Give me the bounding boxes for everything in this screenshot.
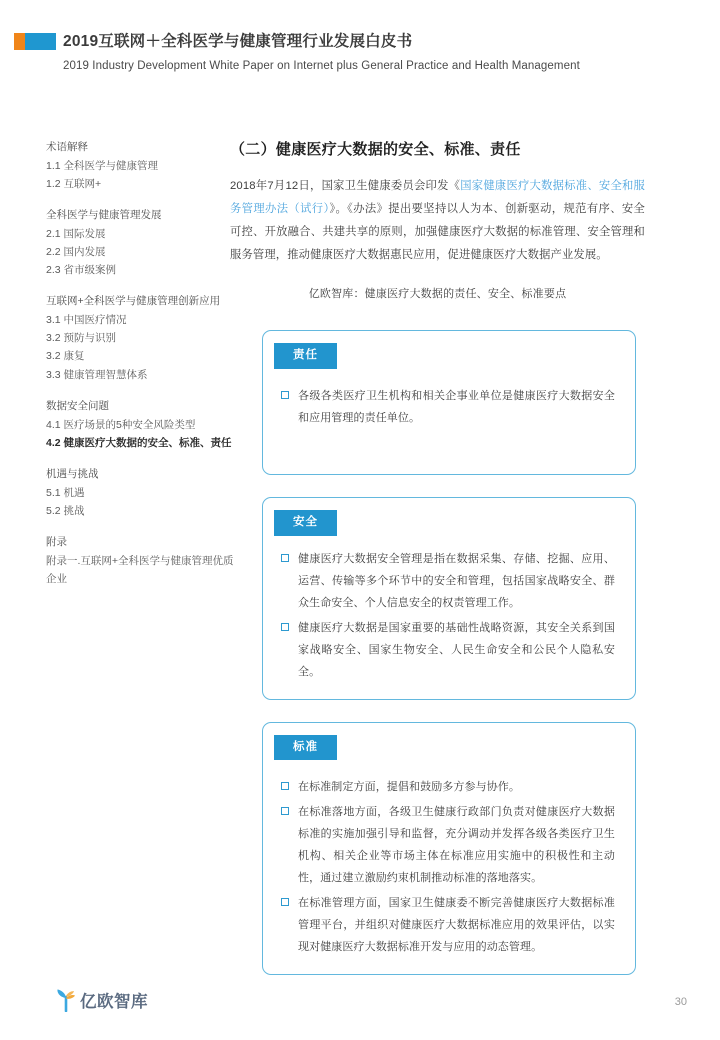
list-item [281, 617, 615, 683]
square-bullet-icon [281, 623, 289, 631]
list-item [281, 385, 615, 429]
toc-item[interactable]: 2.1 国际发展 [46, 228, 106, 241]
toc-heading[interactable]: 机遇与挑战 [46, 467, 99, 480]
page-header [0, 0, 720, 88]
card-standards [262, 722, 636, 976]
yiou-sprout-logo-icon [55, 988, 77, 1012]
toc-heading[interactable]: 数据安全问题 [46, 399, 109, 412]
toc-group [46, 465, 234, 520]
toc-item-active[interactable]: 4.2 健康医疗大数据的安全、标准、责任 [46, 436, 232, 449]
intro-paragraph [230, 175, 645, 268]
toc-group [46, 533, 234, 588]
list-item-text: 健康医疗大数据安全管理是指在数据采集、存储、挖掘、应用、运营、传输等多个环节中的安全和管理，包括国家战略安全、群众生命安全、个人信息安全的权责管理工作。 [298, 552, 615, 609]
paragraph-lead: 2018年7月12日，国家卫生健康委员会印发《 [230, 180, 461, 192]
header-title-chinese: 2019互联网＋全科医学与健康管理行业发展白皮书 [63, 33, 413, 50]
toc-item[interactable]: 3.3 健康管理智慧体系 [46, 368, 148, 381]
paragraph-tail: 》。《办法》提出要坚持以人为本、创新驱动，规范有序、安全可控、开放融合、共建共享的原则，加强健康医疗大数据的标准管理、安全管理和服务管理，推动健康医疗大数据惠民应用，促进健康医疗大数据产业发展。 [230, 203, 646, 262]
header-title-english: 2019 Industry Development White Paper on Internet plus General Practice and Health Management [63, 60, 580, 72]
square-bullet-icon [281, 391, 289, 399]
list-item-text: 在标准落地方面，各级卫生健康行政部门负责对健康医疗大数据标准的实施加强引导和监督，充分调动并发挥各级各类医疗卫生机构、相关企业等市场主体在标准应用实施中的积极性和主动性，通过建立激励约束机制推动标准的落地落实。 [298, 806, 615, 885]
toc-item[interactable]: 3.2 预防与识别 [46, 332, 117, 345]
toc-group [46, 206, 234, 279]
list-item [281, 801, 615, 889]
brand-mark-icon [14, 33, 56, 50]
toc-group [46, 397, 234, 452]
toc-heading[interactable]: 全科医学与健康管理发展 [46, 209, 162, 222]
card-tab-label: 责任 [274, 343, 337, 369]
list-item-text: 各级各类医疗卫生机构和相关企事业单位是健康医疗大数据安全和应用管理的责任单位。 [298, 389, 615, 424]
footer-logo [55, 988, 148, 1012]
brand-mark-blue-block [25, 33, 56, 50]
toc-group [46, 138, 234, 193]
list-item [281, 776, 615, 798]
toc-item[interactable]: 3.2 康复 [46, 350, 85, 363]
toc-item[interactable]: 5.2 挑战 [46, 504, 85, 517]
card-body [263, 369, 635, 431]
toc-item[interactable]: 4.1 医疗场景的5种安全风险类型 [46, 418, 196, 431]
square-bullet-icon [281, 898, 289, 906]
toc-heading[interactable]: 附录 [46, 535, 67, 548]
toc-heading[interactable]: 术语解释 [46, 141, 88, 153]
list-item [281, 548, 615, 614]
toc-item[interactable]: 2.3 省市级案例 [46, 264, 117, 277]
toc-item[interactable]: 1.2 互联网+ [46, 178, 102, 191]
card-tab-label: 标准 [274, 735, 337, 761]
card-safety [262, 497, 636, 700]
square-bullet-icon [281, 807, 289, 815]
main-content [230, 138, 645, 301]
document-reference-link[interactable]: 国家健康医疗大数据标准、安全和服务管理办法（试行） [230, 180, 645, 216]
footer-logo-text: 亿欧智库 [80, 993, 148, 1011]
card-body [263, 760, 635, 960]
table-of-contents [46, 138, 234, 588]
list-item-text: 健康医疗大数据是国家重要的基础性战略资源，其安全关系到国家战略安全、国家生物安全、人民生命安全和公民个人隐私安全。 [298, 621, 615, 678]
figure-caption: 亿欧智库：健康医疗大数据的责任、安全、标准要点 [308, 287, 567, 300]
toc-item[interactable]: 5.1 机遇 [46, 486, 85, 499]
toc-heading[interactable]: 互联网+全科医学与健康管理创新应用 [46, 295, 221, 308]
page-number: 30 [674, 996, 687, 1008]
toc-group [46, 292, 234, 383]
page-title: （二）健康医疗大数据的安全、标准、责任 [230, 141, 521, 158]
brand-mark-orange-block [14, 33, 25, 50]
card-list [262, 330, 636, 975]
toc-item[interactable]: 附录一.互联网+全科医学与健康管理优质企业 [46, 554, 234, 585]
list-item-text: 在标准管理方面，国家卫生健康委不断完善健康医疗大数据标准管理平台，并组织对健康医疗大数据标准应用的效果评估，以实现对健康医疗大数据标准开发与应用的动态管理。 [298, 897, 615, 954]
toc-item[interactable]: 2.2 国内发展 [46, 246, 106, 259]
card-body [263, 536, 635, 685]
card-responsibility [262, 330, 636, 475]
toc-item[interactable]: 3.1 中国医疗情况 [46, 314, 127, 327]
card-tab-label: 安全 [274, 510, 337, 536]
list-item [281, 892, 615, 958]
toc-item[interactable]: 1.1 全科医学与健康管理 [46, 160, 159, 173]
square-bullet-icon [281, 782, 289, 790]
list-item-text: 在标准制定方面，提倡和鼓励多方参与协作。 [298, 781, 520, 794]
square-bullet-icon [281, 554, 289, 562]
